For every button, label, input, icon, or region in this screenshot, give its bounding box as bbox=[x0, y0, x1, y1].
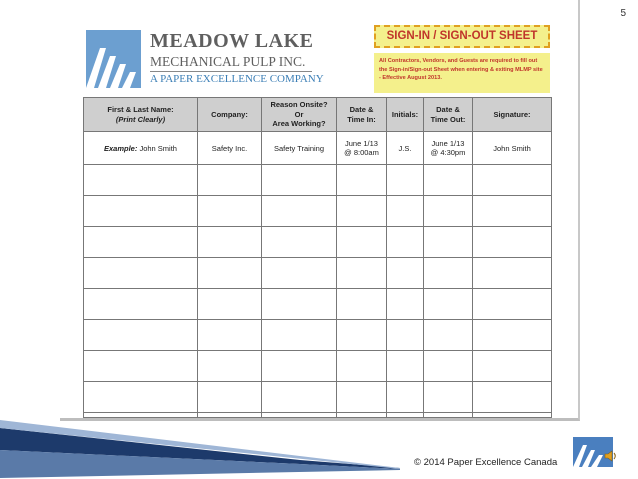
table-cell bbox=[198, 196, 262, 227]
table-cell bbox=[473, 165, 552, 196]
table-cell bbox=[84, 413, 198, 418]
table-cell bbox=[262, 227, 337, 258]
header-date-in-line2: Time In: bbox=[347, 114, 376, 124]
table-cell bbox=[387, 382, 424, 413]
header-reason bbox=[262, 98, 337, 132]
table-cell bbox=[424, 351, 473, 382]
table-cell bbox=[198, 413, 262, 418]
bottom-swoosh-bar bbox=[0, 420, 400, 478]
table-cell bbox=[387, 258, 424, 289]
table-cell bbox=[473, 413, 552, 418]
example-date-in bbox=[337, 132, 387, 165]
table-cell bbox=[262, 413, 337, 418]
table-cell bbox=[84, 289, 198, 320]
table-cell bbox=[473, 196, 552, 227]
example-initials: J.S. bbox=[387, 132, 424, 165]
example-reason: Safety Training bbox=[262, 132, 337, 165]
header-reason-line3: Area Working? bbox=[272, 119, 326, 129]
table-row bbox=[84, 196, 552, 227]
table-cell bbox=[198, 227, 262, 258]
header-reason-line2: Or bbox=[294, 109, 304, 119]
table-cell bbox=[337, 289, 387, 320]
meadow-lake-logo-icon bbox=[86, 30, 141, 88]
table-cell bbox=[387, 227, 424, 258]
header-initials: Initials: bbox=[387, 98, 424, 132]
table-row bbox=[84, 289, 552, 320]
example-date-out-line2: @ 4:30pm bbox=[430, 148, 466, 157]
company-subtitle: MECHANICAL PULP INC. bbox=[150, 54, 306, 69]
header-date-in-line1: Date & bbox=[349, 105, 374, 114]
table-cell bbox=[337, 258, 387, 289]
table-cell bbox=[198, 258, 262, 289]
table-row bbox=[84, 320, 552, 351]
table-cell bbox=[387, 351, 424, 382]
example-date-out bbox=[424, 132, 473, 165]
example-date-in-line1: June 1/13 bbox=[345, 139, 378, 148]
table-cell bbox=[473, 289, 552, 320]
table-cell bbox=[198, 165, 262, 196]
table-cell bbox=[262, 289, 337, 320]
table-cell bbox=[473, 351, 552, 382]
table-cell bbox=[198, 351, 262, 382]
notice-text: All Contractors, Vendors, and Guests are required to fill out the Sign-in/Sign-out Sheet when entering & exiting MLMP site - Effective August 2013. bbox=[374, 53, 550, 93]
header-signature: Signature: bbox=[473, 98, 552, 132]
table-cell bbox=[84, 196, 198, 227]
copyright-footer: © 2014 Paper Excellence Canada bbox=[414, 457, 558, 468]
table-header-row bbox=[84, 98, 552, 132]
table-cell bbox=[262, 196, 337, 227]
table-cell bbox=[424, 382, 473, 413]
table-cell bbox=[337, 351, 387, 382]
table-cell bbox=[337, 320, 387, 351]
table-cell bbox=[387, 196, 424, 227]
table-cell bbox=[473, 320, 552, 351]
table-row bbox=[84, 413, 552, 418]
table-row bbox=[84, 165, 552, 196]
header-date-out bbox=[424, 98, 473, 132]
header-company: Company: bbox=[198, 98, 262, 132]
slide-number: 5 bbox=[620, 8, 626, 19]
table-cell bbox=[424, 289, 473, 320]
table-cell bbox=[262, 351, 337, 382]
header-reason-line1: Reason Onsite? bbox=[270, 100, 328, 110]
example-date-in-line2: @ 8:00am bbox=[344, 148, 379, 157]
header-date-in bbox=[337, 98, 387, 132]
example-signature: John Smith bbox=[473, 132, 552, 165]
table-cell bbox=[198, 289, 262, 320]
table-row bbox=[84, 382, 552, 413]
table-cell bbox=[337, 413, 387, 418]
table-cell bbox=[84, 382, 198, 413]
table-cell bbox=[424, 165, 473, 196]
table-cell bbox=[262, 382, 337, 413]
table-cell bbox=[424, 227, 473, 258]
table-cell bbox=[198, 382, 262, 413]
table-cell bbox=[387, 289, 424, 320]
company-tagline: A PAPER EXCELLENCE COMPANY bbox=[150, 73, 324, 85]
example-row bbox=[84, 132, 552, 165]
header-date-out-line1: Date & bbox=[436, 105, 460, 114]
table-cell bbox=[473, 227, 552, 258]
header-date-out-line2: Time Out: bbox=[430, 114, 466, 124]
table-cell bbox=[424, 413, 473, 418]
table-cell bbox=[424, 196, 473, 227]
table-cell bbox=[337, 227, 387, 258]
header-name-sub: (Print Clearly) bbox=[115, 114, 166, 124]
sign-in-table bbox=[83, 97, 552, 418]
table-cell bbox=[84, 227, 198, 258]
table-row bbox=[84, 258, 552, 289]
header-name bbox=[84, 98, 198, 132]
table-cell bbox=[337, 382, 387, 413]
table-cell bbox=[387, 320, 424, 351]
table-cell bbox=[84, 258, 198, 289]
table-cell bbox=[387, 413, 424, 418]
table-cell bbox=[84, 165, 198, 196]
example-name: John Smith bbox=[139, 143, 177, 153]
table-row bbox=[84, 227, 552, 258]
table-cell bbox=[84, 351, 198, 382]
table-cell bbox=[424, 320, 473, 351]
table-cell bbox=[198, 320, 262, 351]
header-name-label: First & Last Name: bbox=[107, 105, 174, 114]
table-cell bbox=[262, 258, 337, 289]
speaker-icon[interactable] bbox=[604, 449, 618, 463]
example-company: Safety Inc. bbox=[198, 132, 262, 165]
table-cell bbox=[424, 258, 473, 289]
table-cell bbox=[337, 165, 387, 196]
table-cell bbox=[473, 258, 552, 289]
table-cell bbox=[84, 320, 198, 351]
example-label: Example: bbox=[104, 143, 138, 153]
table-cell bbox=[262, 165, 337, 196]
logo-divider bbox=[150, 71, 312, 72]
table-cell bbox=[262, 320, 337, 351]
table-cell bbox=[387, 165, 424, 196]
table-row bbox=[84, 351, 552, 382]
sheet-title: SIGN-IN / SIGN-OUT SHEET bbox=[374, 25, 550, 48]
table-cell bbox=[473, 382, 552, 413]
table-cell bbox=[337, 196, 387, 227]
example-date-out-line1: June 1/13 bbox=[431, 139, 465, 148]
example-name-cell bbox=[84, 132, 198, 165]
company-name: MEADOW LAKE bbox=[150, 30, 314, 52]
